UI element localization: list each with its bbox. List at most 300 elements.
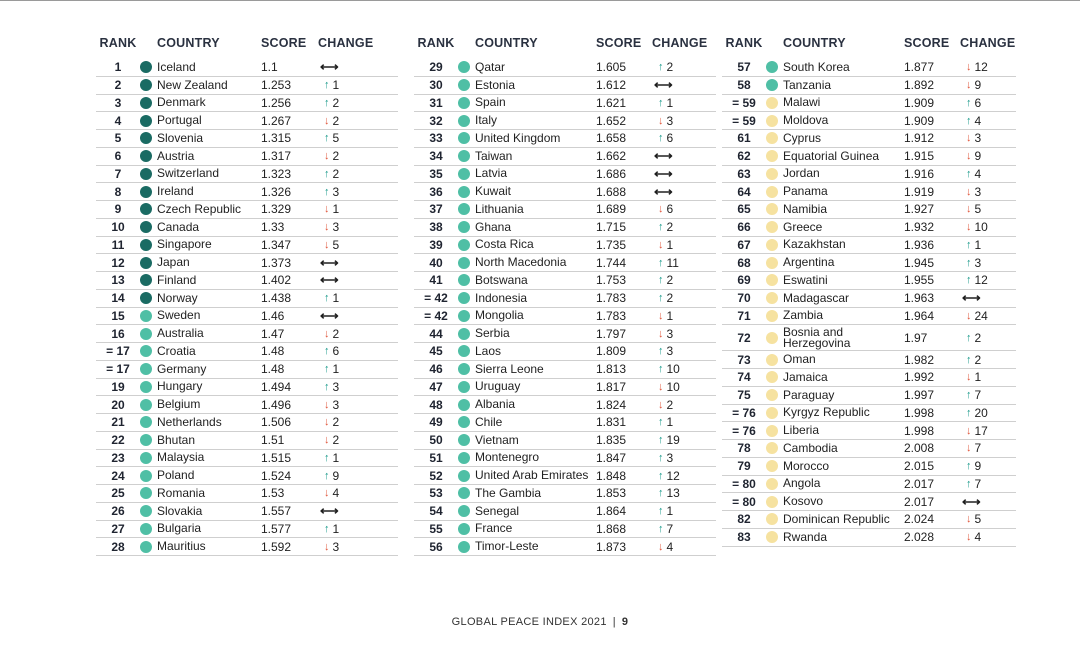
country-cell xyxy=(458,292,596,304)
change-cell xyxy=(652,398,716,412)
arrow-up-icon: ↑ xyxy=(966,167,972,180)
country-name: Zambia xyxy=(783,308,824,323)
peace-level-dot-icon xyxy=(458,399,470,411)
score-cell: 1.919 xyxy=(904,184,935,199)
score-cell: 1.402 xyxy=(261,273,292,288)
country-name: Mongolia xyxy=(475,308,524,323)
peace-level-dot-icon xyxy=(140,505,152,517)
table-row xyxy=(722,387,1016,405)
change-value: 11 xyxy=(666,255,679,270)
change-value: 4 xyxy=(974,166,982,181)
country-cell xyxy=(766,407,904,419)
no-change-icon: ⟷ xyxy=(320,503,339,519)
change-value: 6 xyxy=(666,131,674,146)
rank-cell: 73 xyxy=(737,352,751,367)
rank-cell: 47 xyxy=(429,379,443,394)
arrow-up-icon: ↑ xyxy=(324,469,330,482)
score-cell: 1.53 xyxy=(261,486,285,501)
score-cell: 1.51 xyxy=(261,433,285,448)
change-cell xyxy=(960,185,1016,199)
arrow-down-icon: ↓ xyxy=(966,531,972,544)
change-value: 2 xyxy=(974,352,982,367)
table-row xyxy=(414,538,716,556)
arrow-up-icon: ↑ xyxy=(658,451,664,464)
peace-level-dot-icon xyxy=(458,221,470,233)
table-row xyxy=(722,440,1016,458)
page-footer xyxy=(0,616,1080,628)
country-cell xyxy=(140,470,261,482)
country-name: Chile xyxy=(475,414,503,429)
country-name: North Macedonia xyxy=(475,255,567,270)
country-cell xyxy=(766,292,904,304)
arrow-up-icon: ↑ xyxy=(324,132,330,145)
peace-level-dot-icon xyxy=(766,407,778,419)
country-cell xyxy=(458,79,596,91)
peace-level-dot-icon xyxy=(140,434,152,446)
country-name: Latvia xyxy=(475,166,508,181)
score-cell: 1.848 xyxy=(596,468,627,483)
peace-level-dot-icon xyxy=(458,487,470,499)
rank-cell: 64 xyxy=(737,184,751,199)
score-cell: 1.864 xyxy=(596,504,627,519)
change-value: 7 xyxy=(974,441,982,456)
score-cell: 1.877 xyxy=(904,60,935,75)
change-cell xyxy=(318,380,398,394)
country-cell xyxy=(766,203,904,215)
change-value: 3 xyxy=(666,344,674,359)
score-cell: 1.47 xyxy=(261,326,285,341)
change-cell xyxy=(652,238,716,252)
table-row xyxy=(722,308,1016,326)
arrow-up-icon: ↑ xyxy=(658,61,664,74)
table-row xyxy=(96,450,398,468)
peace-level-dot-icon xyxy=(766,203,778,215)
change-value: 1 xyxy=(666,237,674,252)
country-name: Angola xyxy=(783,476,821,491)
peace-level-dot-icon xyxy=(766,221,778,233)
peace-level-dot-icon xyxy=(140,381,152,393)
rank-cell: 26 xyxy=(111,504,125,519)
country-cell xyxy=(140,203,261,215)
change-cell xyxy=(318,433,398,447)
table-row xyxy=(722,201,1016,219)
country-name: Senegal xyxy=(475,503,520,518)
table-row xyxy=(96,414,398,432)
table-row xyxy=(722,59,1016,77)
change-value: 2 xyxy=(666,220,674,235)
score-cell: 1.927 xyxy=(904,202,935,217)
rank-cell: 56 xyxy=(429,539,443,554)
country-cell xyxy=(140,150,261,162)
score-cell: 1.992 xyxy=(904,370,935,385)
score-cell: 1.964 xyxy=(904,308,935,323)
score-cell: 1.97 xyxy=(904,330,928,345)
arrow-down-icon: ↓ xyxy=(658,114,664,127)
rank-cell: 39 xyxy=(429,237,443,252)
change-cell xyxy=(318,185,398,199)
peace-level-dot-icon xyxy=(766,61,778,73)
arrow-down-icon: ↓ xyxy=(324,416,330,429)
change-value: 2 xyxy=(332,95,340,110)
change-cell xyxy=(960,202,1016,216)
score-cell: 1.797 xyxy=(596,326,627,341)
table-row xyxy=(96,130,398,148)
score-cell: 1.847 xyxy=(596,450,627,465)
peace-level-dot-icon xyxy=(458,345,470,357)
footer-separator: | xyxy=(612,616,616,628)
rank-cell: 21 xyxy=(111,415,125,430)
change-cell xyxy=(318,131,398,145)
rank-cell: = 59 xyxy=(732,113,756,128)
change-cell xyxy=(652,415,716,429)
peace-level-dot-icon xyxy=(766,257,778,269)
arrow-up-icon: ↑ xyxy=(324,79,330,92)
change-cell xyxy=(960,406,1016,420)
country-name: Kyrgyz Republic xyxy=(783,405,870,420)
country-name: Croatia xyxy=(157,343,196,358)
header-change: CHANGE xyxy=(652,36,708,50)
country-cell xyxy=(458,523,596,535)
change-cell xyxy=(652,504,716,518)
score-cell: 1.955 xyxy=(904,273,935,288)
table-row xyxy=(414,290,716,308)
country-cell xyxy=(458,239,596,251)
country-name: Tanzania xyxy=(783,77,832,92)
country-name: Ireland xyxy=(157,184,194,199)
country-cell xyxy=(458,416,596,428)
change-value: 4 xyxy=(974,113,982,128)
table-row xyxy=(96,254,398,272)
country-cell xyxy=(140,186,261,198)
country-cell xyxy=(766,324,904,350)
arrow-up-icon: ↑ xyxy=(324,185,330,198)
rank-cell: 45 xyxy=(429,344,443,359)
rank-cell: 41 xyxy=(429,273,443,288)
country-name: Spain xyxy=(475,95,506,110)
country-name: Sierra Leone xyxy=(475,361,544,376)
peace-level-dot-icon xyxy=(458,363,470,375)
change-value: 1 xyxy=(332,291,340,306)
country-cell xyxy=(766,97,904,109)
peace-level-dot-icon xyxy=(140,452,152,464)
rank-cell: = 76 xyxy=(732,423,756,438)
peace-level-dot-icon xyxy=(140,345,152,357)
country-cell xyxy=(458,310,596,322)
country-name: United Arab Emirates xyxy=(475,468,589,483)
footer-title: GLOBAL PEACE INDEX 2021 xyxy=(451,616,607,628)
arrow-up-icon: ↑ xyxy=(966,406,972,419)
peace-level-dot-icon xyxy=(766,115,778,127)
table-row xyxy=(414,59,716,77)
country-name: Lithuania xyxy=(475,201,524,216)
change-value: 3 xyxy=(974,255,982,270)
country-cell xyxy=(766,115,904,127)
change-cell xyxy=(960,441,1016,455)
country-name: Denmark xyxy=(157,95,206,110)
change-value: 3 xyxy=(332,539,340,554)
country-name: Poland xyxy=(157,468,195,483)
header-country: COUNTRY xyxy=(475,36,538,50)
country-cell xyxy=(766,221,904,233)
change-cell xyxy=(652,433,716,447)
arrow-down-icon: ↓ xyxy=(658,540,664,553)
country-name: Panama xyxy=(783,184,828,199)
score-cell: 1.317 xyxy=(261,149,292,164)
arrow-up-icon: ↑ xyxy=(966,114,972,127)
table-row xyxy=(96,219,398,237)
no-change-icon: ⟷ xyxy=(654,77,673,93)
score-cell: 2.017 xyxy=(904,494,935,509)
change-cell xyxy=(960,424,1016,438)
country-name: Bosnia and Herzegovina xyxy=(783,324,851,350)
table-row xyxy=(722,148,1016,166)
country-cell xyxy=(458,541,596,553)
table-row xyxy=(722,272,1016,290)
rank-cell: 22 xyxy=(111,433,125,448)
peace-level-dot-icon xyxy=(766,186,778,198)
country-cell xyxy=(766,531,904,543)
peace-level-dot-icon xyxy=(458,523,470,535)
table-row xyxy=(414,130,716,148)
country-cell xyxy=(140,363,261,375)
table-row xyxy=(414,503,716,521)
arrow-up-icon: ↑ xyxy=(658,221,664,234)
change-value: 2 xyxy=(666,273,674,288)
country-name: Jamaica xyxy=(783,369,828,384)
country-name: Dominican Republic xyxy=(783,511,890,526)
country-name: Serbia xyxy=(475,326,510,341)
change-cell xyxy=(652,166,716,182)
header-rank: RANK xyxy=(417,36,455,50)
change-value: 12 xyxy=(666,468,680,483)
arrow-up-icon: ↑ xyxy=(658,469,664,482)
no-change-icon: ⟷ xyxy=(654,148,673,164)
rank-cell: 75 xyxy=(737,388,751,403)
country-name: Timor-Leste xyxy=(475,539,539,554)
table-row xyxy=(96,538,398,556)
country-name: Rwanda xyxy=(783,529,828,544)
table-row xyxy=(414,308,716,326)
arrow-down-icon: ↓ xyxy=(324,221,330,234)
rank-cell: 15 xyxy=(111,308,125,323)
change-cell xyxy=(318,238,398,252)
table-row xyxy=(414,166,716,184)
arrow-up-icon: ↑ xyxy=(966,389,972,402)
peace-level-dot-icon xyxy=(140,221,152,233)
header-change: CHANGE xyxy=(960,36,1016,50)
arrow-down-icon: ↓ xyxy=(324,203,330,216)
change-cell xyxy=(960,459,1016,473)
peace-level-dot-icon xyxy=(458,310,470,322)
country-name: Japan xyxy=(157,255,190,270)
arrow-up-icon: ↑ xyxy=(658,487,664,500)
peace-level-dot-icon xyxy=(140,79,152,91)
country-cell xyxy=(458,115,596,127)
country-cell xyxy=(458,61,596,73)
country-name: Switzerland xyxy=(157,166,220,181)
country-name: Kosovo xyxy=(783,494,824,509)
header-score: SCORE xyxy=(596,36,642,50)
arrow-down-icon: ↓ xyxy=(966,185,972,198)
country-cell xyxy=(458,505,596,517)
score-cell: 1.998 xyxy=(904,423,935,438)
rank-cell: 16 xyxy=(111,326,125,341)
rank-cell: 69 xyxy=(737,273,751,288)
country-name: Czech Republic xyxy=(157,201,242,216)
arrow-up-icon: ↑ xyxy=(658,363,664,376)
rank-cell: = 42 xyxy=(424,308,448,323)
country-name: Qatar xyxy=(475,59,506,74)
score-cell: 1.686 xyxy=(596,166,627,181)
score-cell: 2.008 xyxy=(904,441,935,456)
rank-cell: 50 xyxy=(429,433,443,448)
change-cell xyxy=(960,167,1016,181)
table-row xyxy=(722,254,1016,272)
change-cell xyxy=(960,220,1016,234)
country-cell xyxy=(140,541,261,553)
country-cell xyxy=(766,239,904,251)
country-cell xyxy=(766,257,904,269)
arrow-up-icon: ↑ xyxy=(324,292,330,305)
rank-cell: 14 xyxy=(111,291,125,306)
rank-cell: 46 xyxy=(429,362,443,377)
country-name: Netherlands xyxy=(157,414,222,429)
change-cell xyxy=(652,131,716,145)
peace-level-dot-icon xyxy=(140,61,152,73)
score-cell: 1.824 xyxy=(596,397,627,412)
country-cell xyxy=(140,310,261,322)
table-row xyxy=(414,467,716,485)
country-cell xyxy=(766,61,904,73)
country-name: Jordan xyxy=(783,166,820,181)
country-name: Bulgaria xyxy=(157,521,202,536)
peace-level-dot-icon xyxy=(458,328,470,340)
score-cell: 1.524 xyxy=(261,468,292,483)
score-cell: 2.015 xyxy=(904,459,935,474)
country-name: Norway xyxy=(157,290,198,305)
change-cell xyxy=(960,273,1016,287)
change-value: 1 xyxy=(332,450,340,465)
change-cell xyxy=(652,451,716,465)
peace-level-dot-icon xyxy=(766,292,778,304)
country-cell xyxy=(766,168,904,180)
score-cell: 2.024 xyxy=(904,512,935,527)
country-name: Mauritius xyxy=(157,539,206,554)
peace-level-dot-icon xyxy=(766,478,778,490)
change-cell xyxy=(652,96,716,110)
change-value: 4 xyxy=(974,530,982,545)
change-cell xyxy=(318,344,398,358)
rank-cell: 1 xyxy=(114,60,122,75)
change-value: 9 xyxy=(974,78,982,93)
change-value: 9 xyxy=(974,459,982,474)
country-name: Kazakhstan xyxy=(783,237,846,252)
change-value: 1 xyxy=(332,78,340,93)
score-cell: 1.253 xyxy=(261,78,292,93)
country-name: Germany xyxy=(157,361,207,376)
country-cell xyxy=(766,478,904,490)
country-name: Moldova xyxy=(783,113,829,128)
score-cell: 1.809 xyxy=(596,344,627,359)
arrow-down-icon: ↓ xyxy=(966,442,972,455)
change-value: 2 xyxy=(332,166,340,181)
arrow-down-icon: ↓ xyxy=(966,203,972,216)
change-value: 20 xyxy=(974,405,988,420)
country-name: Laos xyxy=(475,343,502,358)
table-row xyxy=(722,237,1016,255)
arrow-up-icon: ↑ xyxy=(658,505,664,518)
table-row xyxy=(722,529,1016,547)
peace-level-dot-icon xyxy=(458,257,470,269)
score-cell: 1.892 xyxy=(904,78,935,93)
rank-cell: 20 xyxy=(111,397,125,412)
change-cell xyxy=(318,114,398,128)
country-name: Bhutan xyxy=(157,432,196,447)
change-cell xyxy=(960,131,1016,145)
arrow-up-icon: ↑ xyxy=(966,256,972,269)
table-row xyxy=(722,95,1016,113)
arrow-down-icon: ↓ xyxy=(966,132,972,145)
rank-cell: 67 xyxy=(737,237,751,252)
rank-cell: 11 xyxy=(111,237,125,252)
country-cell xyxy=(140,434,261,446)
rank-cell: = 80 xyxy=(732,494,756,509)
change-value: 10 xyxy=(666,379,680,394)
change-cell xyxy=(318,362,398,376)
score-cell: 1.33 xyxy=(261,220,285,235)
score-cell: 1.577 xyxy=(261,521,292,536)
country-cell xyxy=(766,186,904,198)
peace-level-dot-icon xyxy=(140,239,152,251)
column-header xyxy=(722,34,1016,52)
change-cell xyxy=(960,388,1016,402)
arrow-up-icon: ↑ xyxy=(658,416,664,429)
column-header xyxy=(414,34,716,52)
score-cell: 1.744 xyxy=(596,255,627,270)
change-value: 9 xyxy=(974,149,982,164)
score-cell: 1.494 xyxy=(261,379,292,394)
country-name: Oman xyxy=(783,352,816,367)
arrow-up-icon: ↑ xyxy=(966,477,972,490)
peace-level-dot-icon xyxy=(458,168,470,180)
rank-cell: 7 xyxy=(114,166,122,181)
score-cell: 1.658 xyxy=(596,131,627,146)
country-cell xyxy=(140,505,261,517)
table-row xyxy=(96,272,398,290)
country-cell xyxy=(766,460,904,472)
table-row xyxy=(414,148,716,166)
peace-level-dot-icon xyxy=(140,487,152,499)
country-name: Namibia xyxy=(783,201,828,216)
peace-level-dot-icon xyxy=(140,150,152,162)
change-cell xyxy=(318,202,398,216)
no-change-icon: ⟷ xyxy=(654,183,673,199)
page-number: 9 xyxy=(621,616,629,628)
rank-cell: 33 xyxy=(429,131,443,146)
change-value: 2 xyxy=(332,149,340,164)
peace-level-dot-icon xyxy=(458,452,470,464)
change-cell xyxy=(652,309,716,323)
table-row xyxy=(414,272,716,290)
table-row xyxy=(96,396,398,414)
change-cell xyxy=(652,202,716,216)
peace-level-dot-icon xyxy=(458,79,470,91)
country-name: Finland xyxy=(157,272,197,287)
peace-level-dot-icon xyxy=(140,292,152,304)
arrow-up-icon: ↑ xyxy=(324,380,330,393)
table-row xyxy=(414,77,716,95)
rank-cell: 8 xyxy=(114,184,122,199)
